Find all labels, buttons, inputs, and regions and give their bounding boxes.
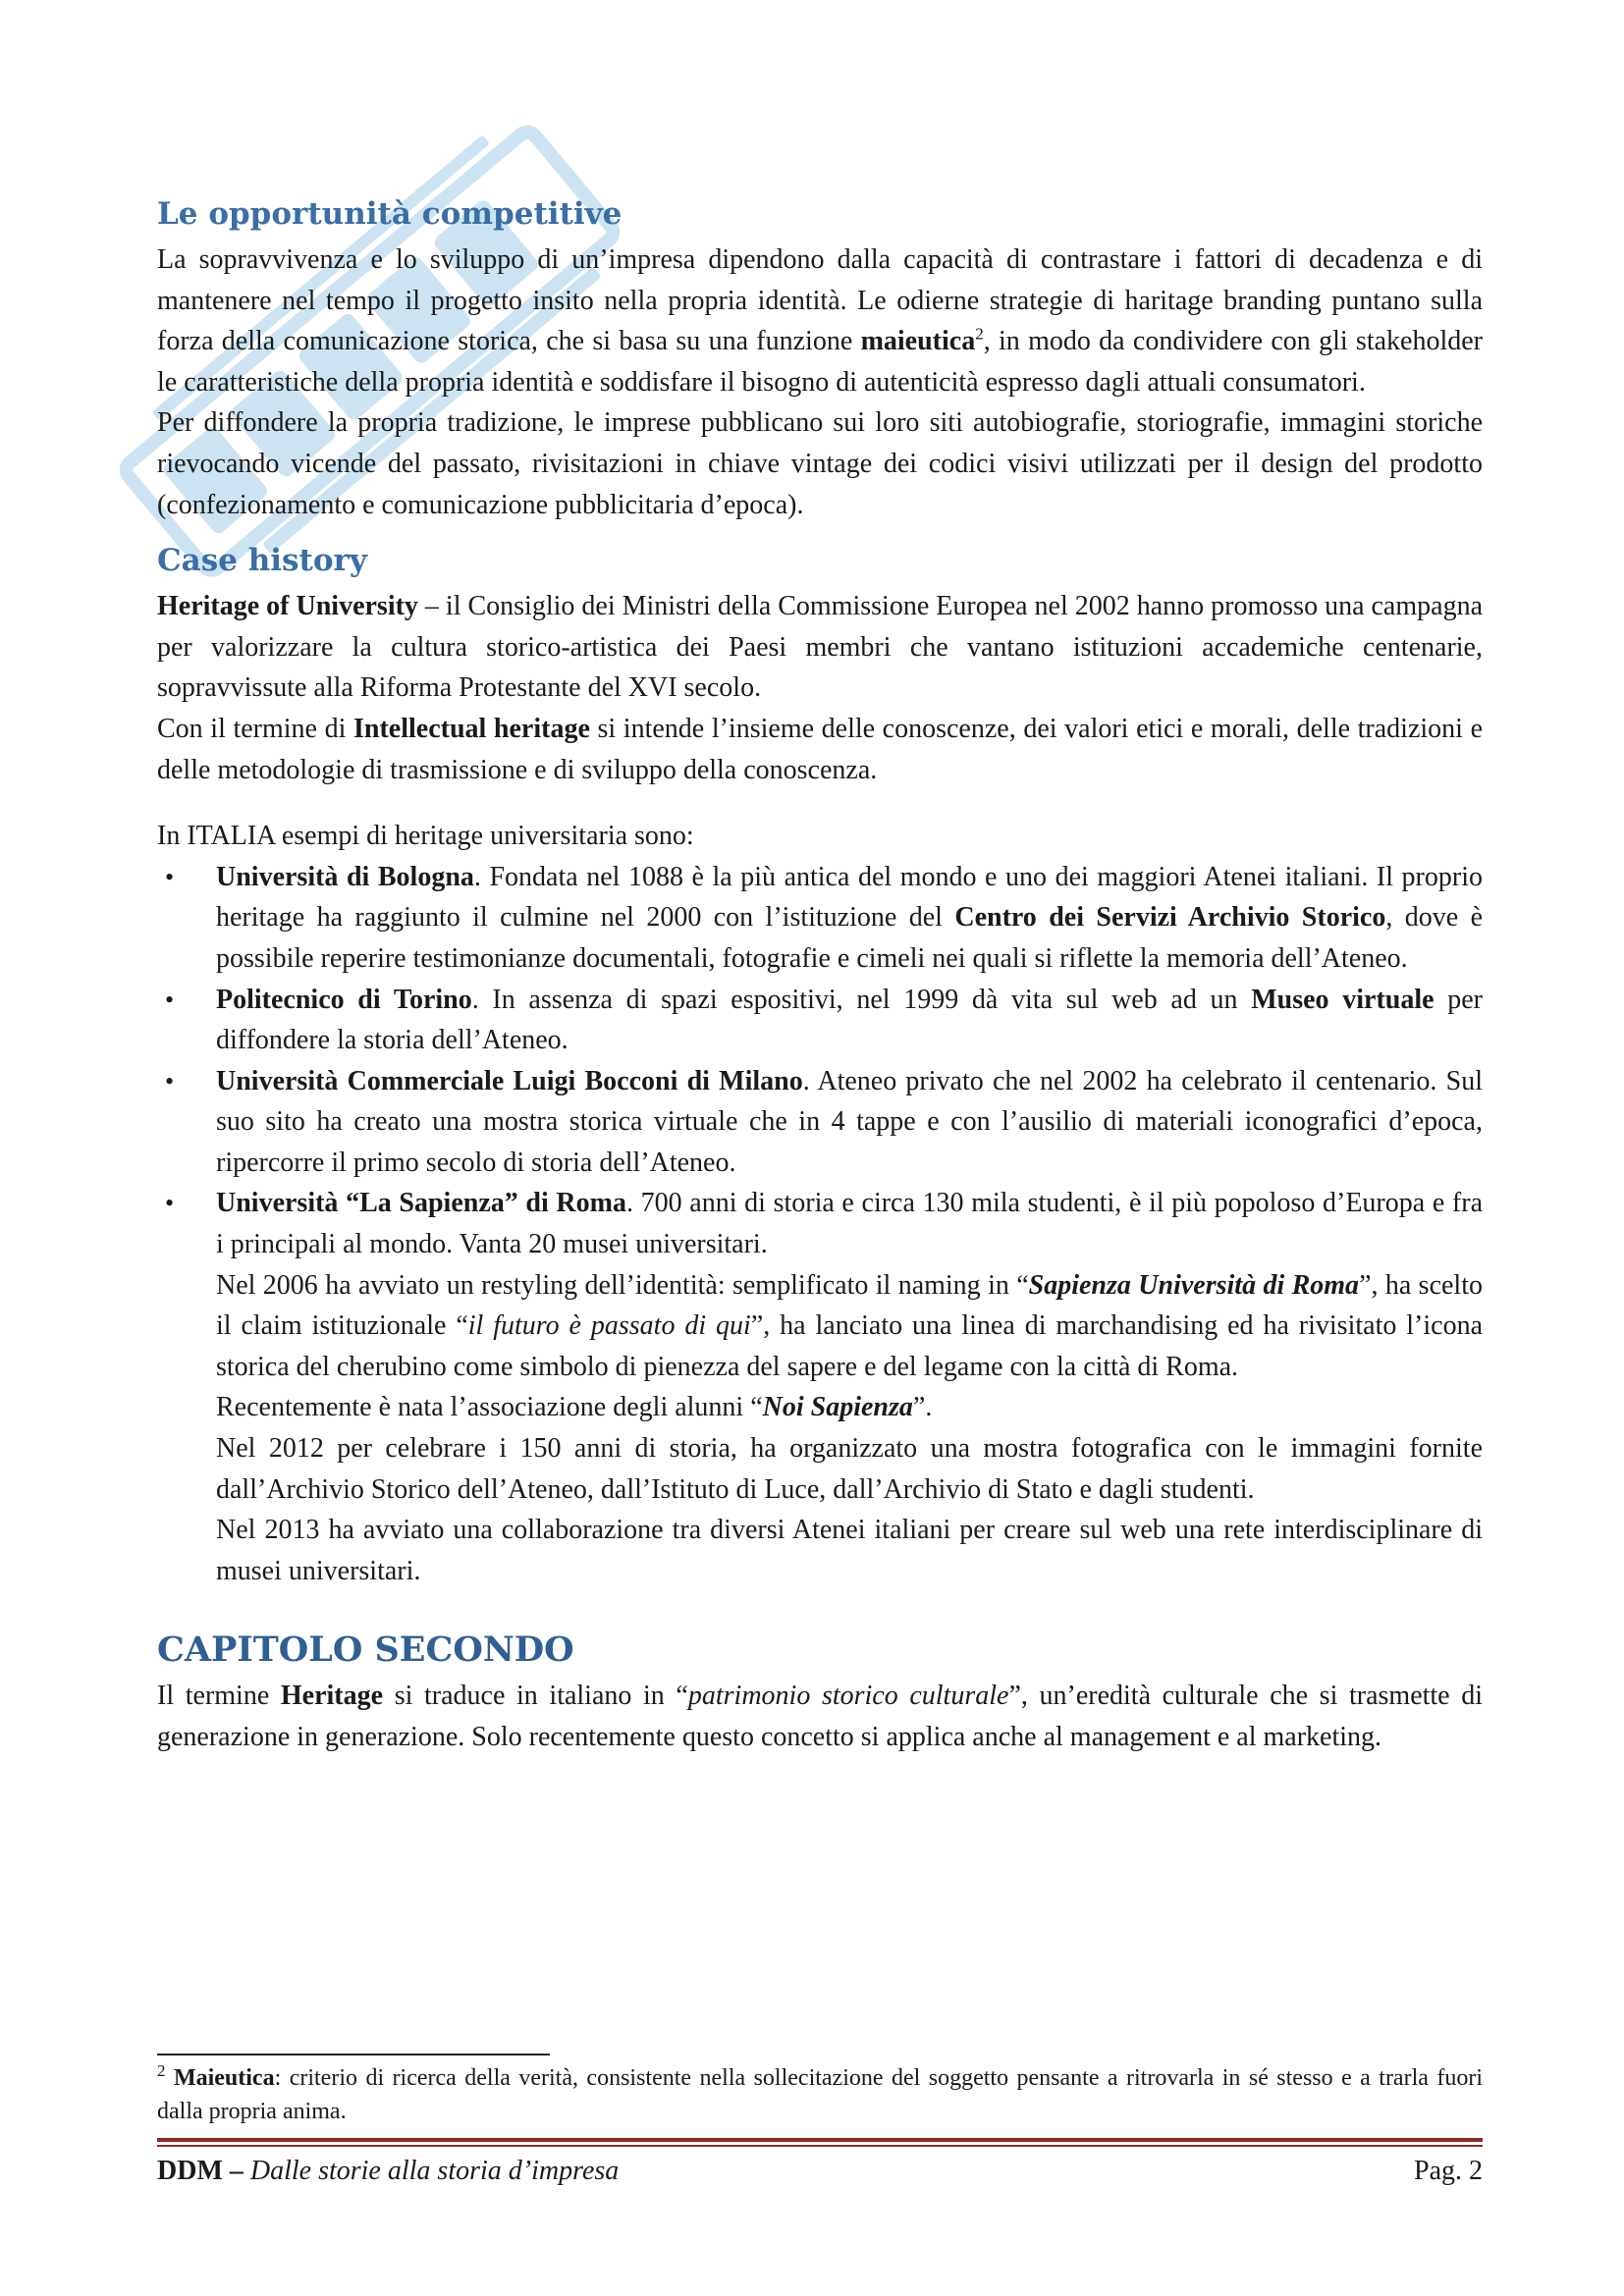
footer-rule — [157, 2138, 1483, 2142]
list-item-sapienza: • Università “La Sapienza” di Roma. 700 anni di storia e circa 130 mila studenti, è il più popoloso d’Europa e fra i principali al mondo. Vanta 20 musei universitari. Nel 2006 ha avviato un restyling dell’identità: semplificato il naming in “Sapienza Università di Roma”, ha scelto il claim istituzionale “il futuro è passato di qui”, ha lanciato una linea di marchandising ed ha rivisitato l’icona storica del cherubino come simbolo di pienezza del sapere e del legame con la città di Roma. Recentemente è nata l’associazione degli alunni “Noi Sapienza”. Nel 2012 per celebrare i 150 anni di storia, ha organizzato una mostra fotografica con le immagini fornite dall’Archivio Storico dell’Ateneo, dall’Istituto di Luce, dall’Archivio di Stato e dagli studenti. Nel 2013 ha avviato una collaborazione tra diversi Atenei italiani per creare sul web una rete interdisciplinare di musei universitari. — [157, 1183, 1483, 1591]
chapter-heading: CAPITOLO SECONDO — [157, 1629, 574, 1671]
bullet-icon: • — [165, 1066, 175, 1095]
paragraph-competitive-2: Per diffondere la propria tradizione, le imprese pubblicano sui loro siti autobiografie, storiografie, immagini storiche rievocando vicende del passato, rivisitazioni in chiave vintage dei codici visivi utilizzati per il design del prodotto (confezionamento e comunicazione pubblicitaria d’epoca). — [157, 407, 1483, 520]
bullet-icon: • — [165, 1189, 175, 1218]
list-item-bocconi: • Università Commerciale Luigi Bocconi di Milano. Ateneo privato che nel 2002 ha celebrato il centenario. Sul suo sito ha creato una mostra storica virtuale che in 4 tappe e con l’ausilio di materiali iconografici d’epoca, ripercorre il primo secolo di storia dell’Ateneo. — [157, 1061, 1483, 1184]
paragraph-competitive-1: La sopravvivenza e lo sviluppo di un’impresa dipendono dalla capacità di contrastare i fattori di decadenza e di mantenere nel tempo il progetto insito nella propria identità. Le odierne strategie di haritage branding puntano sulla forza della comunicazione storica, che si basa su una funzione maieutica$^2$, in modo da condividere con gli stakeholder le caratteristiche della propria identità e soddisfare il bisogno di autenticità espresso dagli attuali consumatori. — [157, 244, 1483, 398]
footer-rule-thin — [157, 2145, 1483, 2147]
section-heading-case-history: Case history — [157, 543, 367, 579]
section-heading-competitive: Le opportunità competitive — [157, 196, 623, 232]
list-item-torino: • Politecnico di Torino. In assenza di spazi espositivi, nel 1999 dà vita sul web ad un Museo virtuale per diffondere la storia dell’Ateneo. — [157, 980, 1483, 1061]
page-footer — [157, 2152, 1483, 2191]
footnote-separator — [157, 2054, 550, 2056]
paragraph-case-1: Heritage of University – il Consiglio dei Ministri della Commissione Europea nel 2002 hanno promosso una campagna per valorizzare la cultura storico-artistica dei Paesi membri che vantano istituzioni accademiche centenarie, sopravvissute alla Riforma Protestante del XVI secolo. — [157, 591, 1483, 704]
bullet-icon: • — [165, 862, 175, 891]
main-content — [157, 192, 1483, 1758]
paragraph-case-2: Con il termine di Intellectual heritage si intende l’insieme delle conoscenze, dei valori etici e morali, delle tradizioni e delle metodologie di trasmissione e di sviluppo della conoscenza. — [157, 713, 1483, 785]
bullet-icon: • — [165, 985, 175, 1014]
list-item-bologna: • Università di Bologna. Fondata nel 1088 è la più antica del mondo e uno dei maggiori Atenei italiani. Il proprio heritage ha raggiunto il culmine nel 2000 con l’istituzione del Centro dei Servizi Archivio Storico, dove è possibile reperire testimonianze documentali, fotografie e cimeli nei quali si riflette la memoria dell’Ateneo. — [157, 857, 1483, 980]
footer-title: DDM – Dalle storie alla storia d’impresa — [157, 2156, 620, 2186]
paragraph-italy-intro: In ITALIA esempi di heritage universitaria sono: — [157, 821, 694, 852]
universities-list — [157, 857, 1483, 1592]
footnote: $^2$ Maieutica: criterio di ricerca della verità, consistente nella sollecitazione del soggetto pensante a ritrovarla in sé stesso e a trarla fuori dalla propria anima. — [157, 2061, 1483, 2124]
page-number: Pag. 2 — [1414, 2156, 1483, 2186]
paragraph-chapter-1: Il termine Heritage si traduce in italiano in “patrimonio storico culturale”, un’eredità culturale che si trasmette di generazione in generazione. Solo recentemente questo concetto si applica anche al management e al marketing. — [157, 1681, 1484, 1752]
footnote-ref: 2 — [975, 324, 984, 344]
